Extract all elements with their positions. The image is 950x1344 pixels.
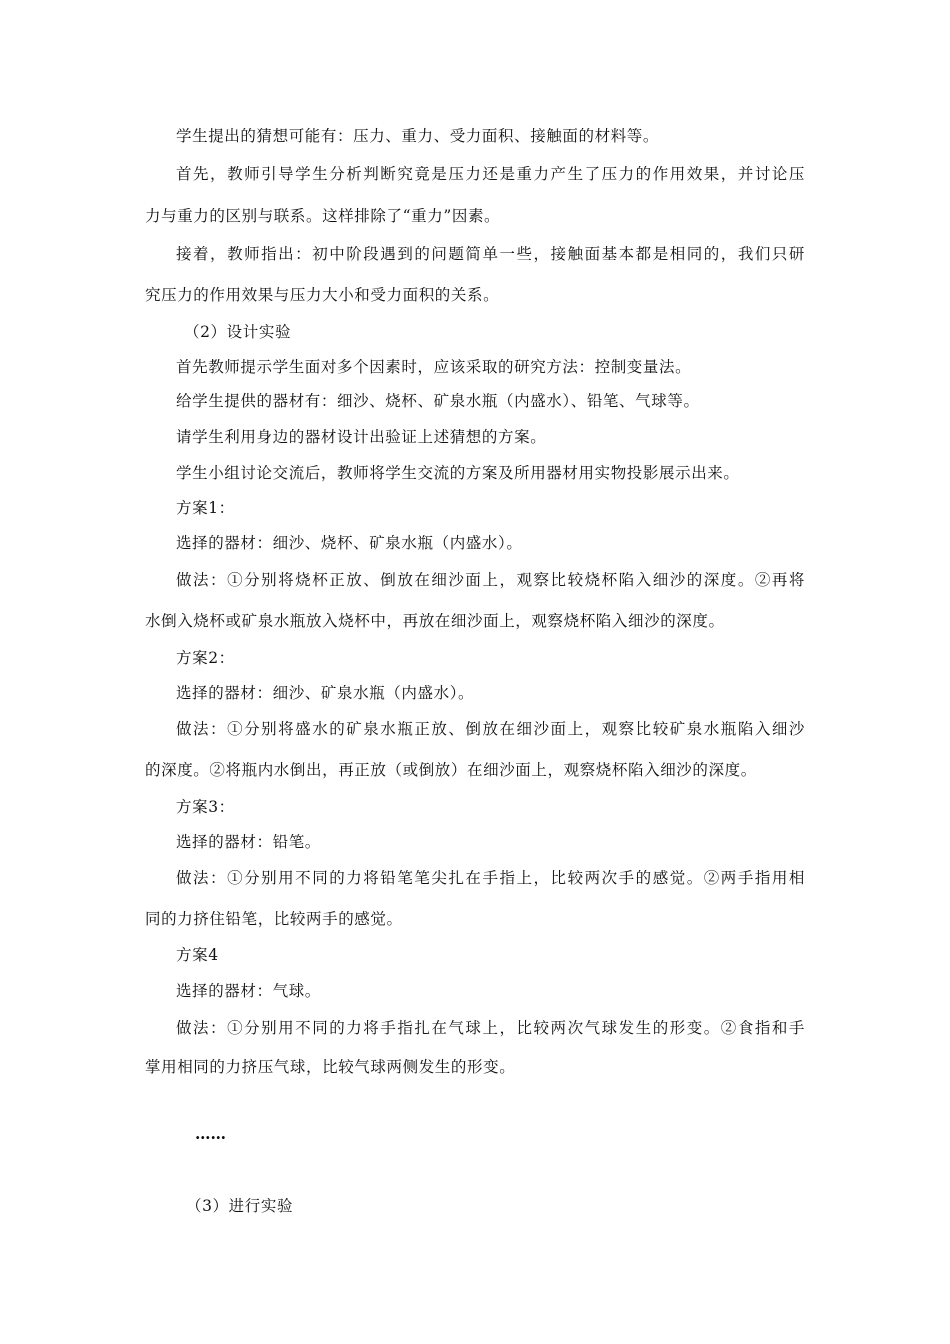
ellipsis: …… — [195, 1124, 226, 1143]
plan-1-materials: 选择的器材：细沙、烧杯、矿泉水瓶（内盛水）。 — [176, 534, 523, 552]
plan-2-title: 方案2： — [176, 649, 235, 667]
plan-2-procedure: 做法：①分别将盛水的矿泉水瓶正放、倒放在细沙面上，观察比较矿泉水瓶陷入细沙 — [176, 720, 805, 738]
paragraph-first-line: 首先，教师引导学生分析判断究竟是压力还是重力产生了压力的作用效果，并讨论压 — [176, 165, 805, 183]
paragraph-first-cont: 力与重力的区别与联系。这样排除了“重力”因素。 — [145, 207, 501, 225]
paragraph-method: 首先教师提示学生面对多个因素时，应该采取的研究方法：控制变量法。 — [176, 358, 692, 376]
paragraph-task: 请学生利用身边的器材设计出验证上述猜想的方案。 — [176, 428, 547, 446]
paragraph-next-line: 接着，教师指出：初中阶段遇到的问题简单一些，接触面基本都是相同的，我们只研 — [176, 245, 805, 263]
plan-3-procedure-cont: 同的力挤住铅笔，比较两手的感觉。 — [145, 910, 403, 928]
section-heading-design: （2）设计实验 — [184, 323, 292, 341]
paragraph-discussion: 学生小组讨论交流后，教师将学生交流的方案及所用器材用实物投影展示出来。 — [176, 464, 740, 482]
plan-2-procedure-cont: 的深度。②将瓶内水倒出，再正放（或倒放）在细沙面上，观察烧杯陷入细沙的深度。 — [145, 761, 757, 779]
plan-4-procedure: 做法：①分别用不同的力将手指扎在气球上，比较两次气球发生的形变。②食指和手 — [176, 1019, 805, 1037]
plan-4-title: 方案4 — [176, 946, 219, 964]
plan-3-procedure: 做法：①分别用不同的力将铅笔笔尖扎在手指上，比较两次手的感觉。②两手指用相 — [176, 869, 805, 887]
section-heading-experiment: （3）进行实验 — [186, 1197, 294, 1215]
paragraph-next-cont: 究压力的作用效果与压力大小和受力面积的关系。 — [145, 286, 500, 304]
plan-1-procedure: 做法：①分别将烧杯正放、倒放在细沙面上，观察比较烧杯陷入细沙的深度。②再将 — [176, 571, 805, 589]
plan-2-materials: 选择的器材：细沙、矿泉水瓶（内盛水）。 — [176, 684, 475, 702]
plan-3-materials: 选择的器材：铅笔。 — [176, 833, 321, 851]
plan-3-title: 方案3： — [176, 798, 235, 816]
plan-4-materials: 选择的器材：气球。 — [176, 982, 321, 1000]
plan-1-procedure-cont: 水倒入烧杯或矿泉水瓶放入烧杯中，再放在细沙面上，观察烧杯陷入细沙的深度。 — [145, 612, 725, 630]
plan-4-procedure-cont: 掌用相同的力挤压气球，比较气球两侧发生的形变。 — [145, 1058, 516, 1076]
plan-1-title: 方案1： — [176, 499, 235, 517]
paragraph-hypotheses: 学生提出的猜想可能有：压力、重力、受力面积、接触面的材料等。 — [176, 127, 660, 145]
paragraph-materials: 给学生提供的器材有：细沙、烧杯、矿泉水瓶（内盛水）、铅笔、气球等。 — [176, 392, 700, 410]
